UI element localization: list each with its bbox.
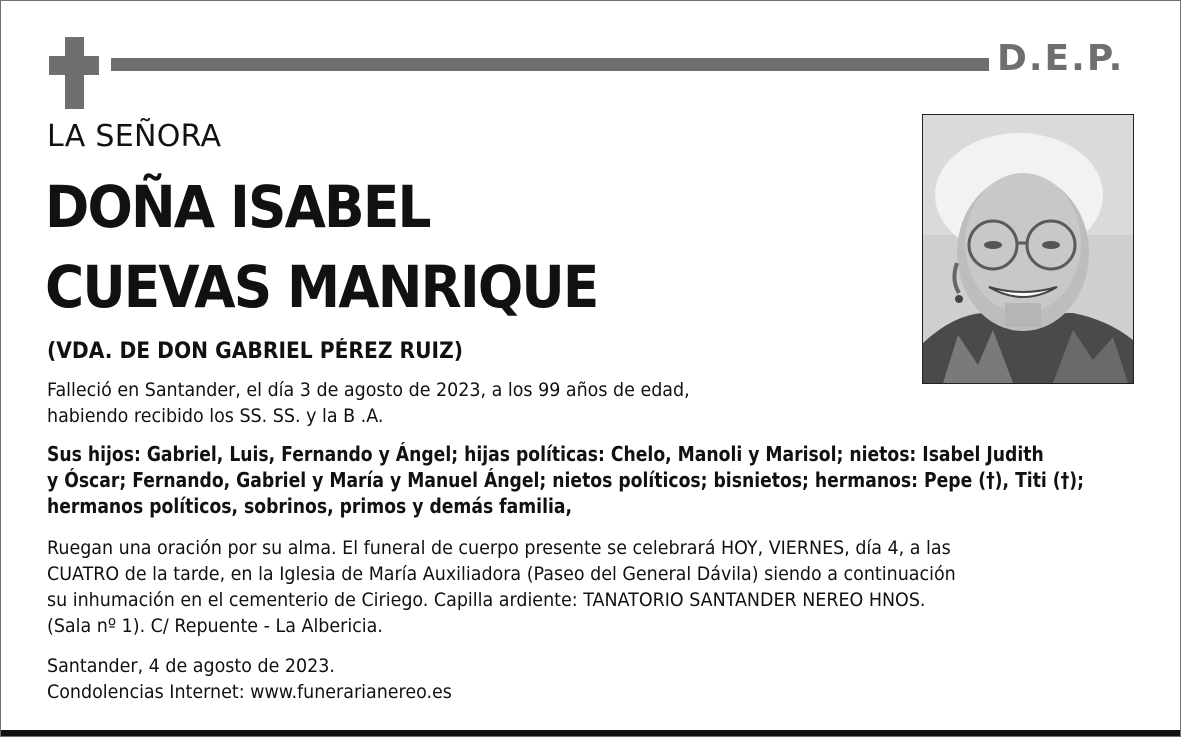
- funeral-details: [47, 535, 956, 639]
- widow-of: (VDA. DE DON GABRIEL PÉREZ RUIZ): [47, 339, 464, 364]
- closing: [47, 653, 452, 705]
- death-notice-line: habiendo recibido los SS. SS. y la B .A.: [47, 405, 384, 427]
- family-list: [47, 441, 1084, 519]
- dep-label: D.E.P.: [997, 38, 1125, 79]
- death-notice-line: Falleció en Santander, el día 3 de agosto de 2023, a los 99 años de edad,: [47, 379, 690, 401]
- honorific: LA SEÑORA: [47, 119, 222, 154]
- family-line: y Óscar; Fernando, Gabriel y María y Manuel Ángel; nietos políticos; bisnietos; hermanos: Pepe (†), Titi (†);: [47, 468, 1084, 492]
- funeral-line: su inhumación en el cementerio de Ciriego. Capilla ardiente: TANATORIO SANTANDER NEREO HNOS.: [47, 589, 926, 611]
- place-date: Santander, 4 de agosto de 2023.: [47, 655, 335, 677]
- header-rule: [111, 58, 989, 71]
- family-line: hermanos políticos, sobrinos, primos y demás familia,: [47, 494, 573, 518]
- portrait-illustration: [923, 115, 1133, 383]
- funeral-line: (Sala nº 1). C/ Repuente - La Albericia.: [47, 615, 383, 637]
- deceased-name-line1: DOÑA ISABEL: [45, 173, 430, 241]
- latin-cross-icon-bar: [49, 56, 99, 75]
- deceased-name: [45, 167, 597, 327]
- deceased-name-line2: CUEVAS MANRIQUE: [45, 253, 598, 321]
- death-notice: [47, 377, 690, 429]
- family-line: Sus hijos: Gabriel, Luis, Fernando y Ángel; hijas políticas: Chelo, Manoli y Marisol; nietos: Isabel Judith: [47, 442, 1044, 466]
- condolences-website: Condolencias Internet: www.funerarianereo.es: [47, 681, 452, 703]
- portrait-photo: [922, 114, 1134, 384]
- funeral-line: Ruegan una oración por su alma. El funeral de cuerpo presente se celebrará HOY, VIERNES, día 4, a las: [47, 537, 951, 559]
- bottom-border: [1, 730, 1180, 736]
- funeral-line: CUATRO de la tarde, en la Iglesia de María Auxiliadora (Paseo del General Dávila) siendo a continuación: [47, 563, 956, 585]
